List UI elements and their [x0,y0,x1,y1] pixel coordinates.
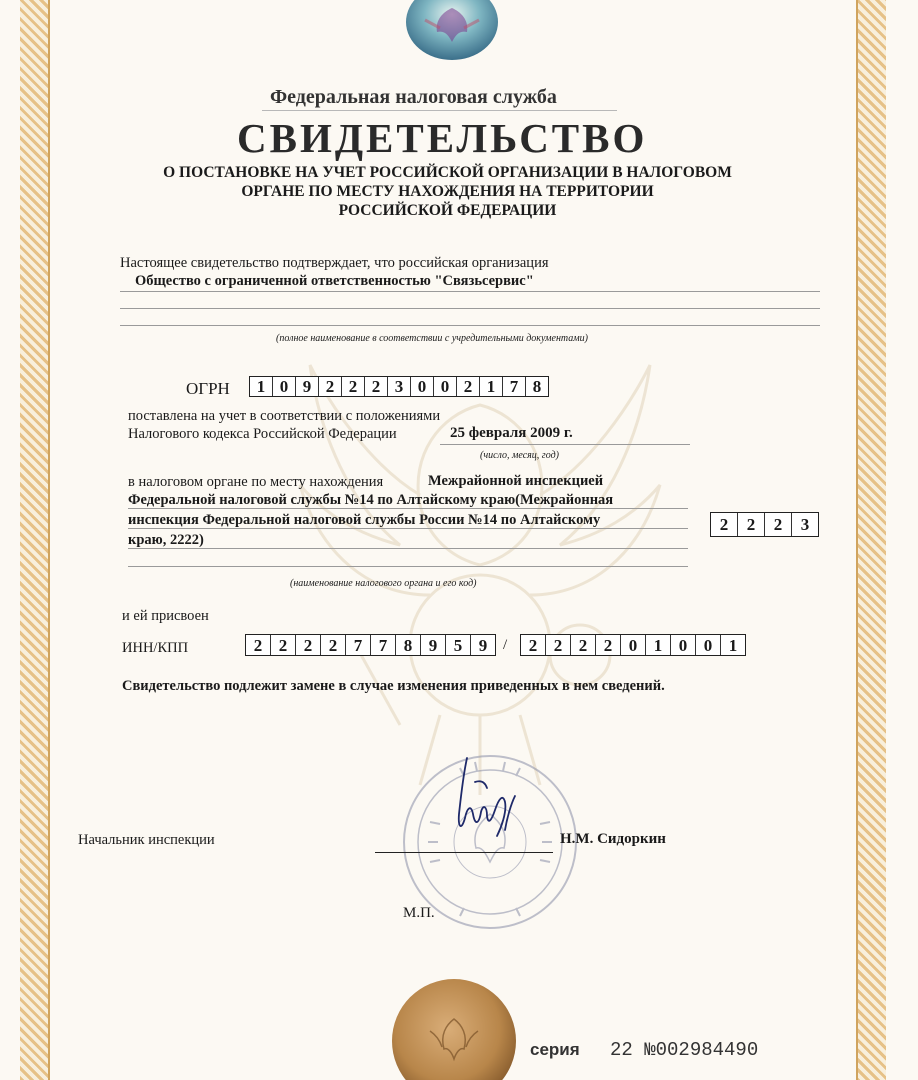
signature-line [375,852,553,853]
inn-digit: 2 [296,635,321,655]
inn-digit: 2 [321,635,346,655]
signature-position: Начальник инспекции [78,832,215,848]
ornamental-border-left [20,0,50,1080]
inn-digit: 2 [271,635,296,655]
ogrn-digits [249,376,549,397]
series-number: 22 №002984490 [610,1039,759,1061]
inn-digit: 8 [396,635,421,655]
handwritten-signature-icon [445,752,530,842]
certificate-title: СВИДЕТЕЛЬСТВО [237,115,648,161]
ornamental-border-right [856,0,886,1080]
kpp-digits [520,634,746,656]
stamp-place-label: М.П. [403,905,435,921]
inn-digit: 7 [346,635,371,655]
date-caption: (число, месяц, год) [480,450,559,461]
subtitle-line-3: РОССИЙСКОЙ ФЕДЕРАЦИИ [338,202,557,219]
ogrn-digit: 1 [480,377,503,396]
org-line-1 [120,291,820,292]
ogrn-digit: 7 [503,377,526,396]
tax-office-caption: (наименование налогового органа и его код) [290,578,477,589]
org-name-caption: (полное наименование в соответствии с учредительными документами) [276,333,588,344]
kpp-digit: 2 [596,635,621,655]
ogrn-digit: 2 [319,377,342,396]
service-name: Федеральная налоговая служба [270,86,557,108]
registration-line-2: Налогового кодекса Российской Федерации [128,426,397,442]
replacement-notice: Свидетельство подлежит замене в случае изменения приведенных в нем сведений. [122,678,665,694]
signature-name: Н.М. Сидоркин [560,831,666,847]
tax-office-line-4: краю, 2222) [128,532,204,548]
tax-office-code-digit: 3 [800,515,810,534]
certificate-subtitle [0,163,895,220]
org-line-3 [120,325,820,326]
tax-office-code-digit: 2 [711,513,738,536]
inn-digit: 7 [371,635,396,655]
ogrn-label: ОГРН [186,379,230,398]
tax-office-underline-2 [128,528,688,529]
ogrn-digit: 2 [342,377,365,396]
kpp-digit: 0 [696,635,721,655]
tax-office-line-3: инспекция Федеральной налоговой службы России №14 по Алтайскому [128,512,601,528]
series-label: серия [530,1040,580,1059]
inn-digit: 9 [478,636,488,655]
inn-digits [245,634,496,656]
org-line-2 [120,308,820,309]
tax-office-underline-1 [128,508,688,509]
kpp-digit: 1 [646,635,671,655]
inn-kpp-label: ИНН/КПП [122,640,189,656]
inn-kpp-separator: / [503,637,508,653]
date-underline [440,444,690,445]
ogrn-digit: 0 [434,377,457,396]
ogrn-digit: 8 [532,377,542,396]
kpp-digit: 0 [621,635,646,655]
kpp-digit: 2 [571,635,596,655]
tax-office-underline-3 [128,548,688,549]
tax-office-code-digits [710,512,819,537]
tax-office-code-digit: 2 [765,513,792,536]
tax-office-line-1: Межрайонной инспекцией [428,473,604,489]
inn-digit: 5 [446,635,471,655]
subtitle-line-1: О ПОСТАНОВКЕ НА УЧЕТ РОССИЙСКОЙ ОРГАНИЗАЦИИ В НАЛОГОВОМ [163,164,732,181]
gold-seal-icon [390,975,518,1080]
org-intro: Настоящее свидетельство подтверждает, что российская организация [120,255,549,271]
tax-office-intro: в налоговом органе по месту нахождения [128,474,384,490]
ogrn-digit: 2 [365,377,388,396]
registration-line-1: поставлена на учет в соответствии с положениями [128,408,441,424]
org-name: Общество с ограниченной ответственностью "Связьсервис" [135,273,534,289]
ogrn-digit: 3 [388,377,411,396]
kpp-digit: 1 [728,636,738,655]
inn-digit: 2 [246,635,271,655]
ogrn-digit: 2 [457,377,480,396]
kpp-digit: 0 [671,635,696,655]
ogrn-digit: 0 [411,377,434,396]
inn-digit: 9 [421,635,446,655]
tax-office-underline-4 [128,566,688,567]
hologram-emblem-icon [405,0,500,60]
assigned-label: и ей присвоен [122,608,209,624]
kpp-digit: 2 [546,635,571,655]
registration-date: 25 февраля 2009 г. [450,425,573,441]
ogrn-digit: 1 [250,377,273,396]
tax-office-code-digit: 2 [738,513,765,536]
ogrn-digit: 9 [296,377,319,396]
tax-office-line-2: Федеральной налоговой службы №14 по Алтайскому краю(Межрайонная [128,492,614,508]
ogrn-digit: 0 [273,377,296,396]
service-underline [262,110,617,111]
subtitle-line-2: ОРГАНЕ ПО МЕСТУ НАХОЖДЕНИЯ НА ТЕРРИТОРИИ [241,183,654,200]
kpp-digit: 2 [521,635,546,655]
